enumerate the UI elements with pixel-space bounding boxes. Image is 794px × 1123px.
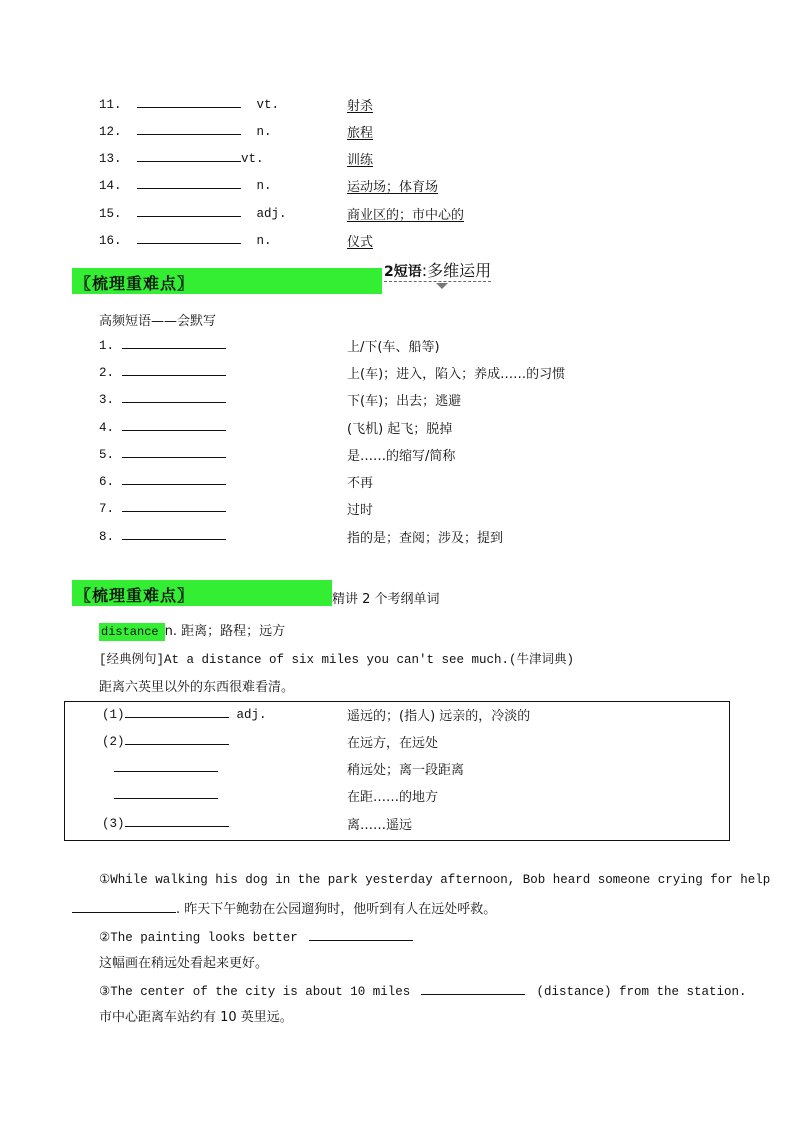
answer-blank[interactable]	[309, 929, 413, 941]
exercise-1-continuation	[72, 898, 496, 917]
phrase-meaning: 下(车)；出去；逃避	[347, 394, 462, 409]
box-meaning: 遥远的；(指人) 远亲的，冷淡的	[347, 709, 531, 724]
answer-blank[interactable]	[137, 232, 241, 244]
vocab-number: 12.	[99, 125, 122, 139]
banner-title: 〖梳理重难点〗	[75, 274, 195, 293]
answer-blank[interactable]	[114, 760, 218, 772]
vocab-meaning: 训练	[347, 153, 374, 168]
section-number: 2	[384, 264, 394, 280]
answer-blank[interactable]	[114, 787, 218, 799]
example-sentence: [经典例句]At a distance of six miles you can't see much.(牛津词典)	[99, 653, 575, 667]
answer-blank[interactable]	[122, 528, 226, 540]
vocab-row	[99, 96, 279, 112]
answer-blank[interactable]	[137, 177, 241, 189]
part-of-speech: adj.	[256, 207, 287, 221]
vocab-row	[99, 150, 264, 166]
phrase-meaning: (飞机) 起飞；脱掉	[347, 422, 453, 437]
phrase-number: 2.	[99, 366, 115, 380]
part-of-speech: n.	[256, 234, 272, 248]
box-label: (2)	[102, 735, 125, 749]
phrase-row	[99, 500, 226, 516]
phrase-row	[99, 528, 226, 544]
phrase-meaning: 上(车)；进入，陷入；养成……的习惯	[347, 367, 566, 382]
box-meaning: 在远方，在远处	[347, 736, 439, 751]
phrase-meaning: 过时	[347, 503, 374, 518]
vocab-row	[99, 205, 287, 221]
phrase-number: 7.	[99, 502, 115, 516]
vocab-row	[99, 232, 272, 248]
box-meaning: 稍远处；离一段距离	[347, 763, 465, 778]
answer-blank[interactable]	[137, 205, 241, 217]
phrase-row	[99, 446, 226, 462]
box-row	[102, 733, 229, 749]
phrase-row	[99, 391, 226, 407]
part-of-speech: n.	[256, 125, 272, 139]
answer-blank[interactable]	[122, 391, 226, 403]
phrase-meaning: 是……的缩写/简称	[347, 449, 456, 464]
part-of-speech: vt.	[241, 152, 264, 166]
exercise-3-translation: 市中心距离车站约有 10 英里远。	[99, 1010, 293, 1025]
phrase-number: 5.	[99, 448, 115, 462]
exercise-2-translation: 这幅画在稍远处看起来更好。	[99, 956, 269, 971]
answer-blank[interactable]	[137, 123, 241, 135]
box-label: (3)	[102, 817, 125, 831]
vocab-meaning: 商业区的；市中心的	[347, 208, 465, 223]
banner-title: 〖梳理重难点〗	[75, 586, 195, 605]
answer-blank[interactable]	[125, 733, 229, 745]
answer-blank[interactable]	[137, 150, 241, 162]
vocab-row	[99, 123, 272, 139]
headword: distance	[99, 623, 165, 641]
exercise-2-sentence: ②The painting looks better	[99, 931, 298, 945]
answer-blank[interactable]	[137, 96, 241, 108]
phrase-row	[99, 364, 226, 380]
exercise-3-sentence-end: (distance) from the station.	[536, 985, 747, 999]
part-of-speech: adj.	[236, 708, 267, 722]
vocab-meaning: 射杀	[347, 99, 374, 114]
box-meaning: 在距……的地方	[347, 790, 439, 805]
phrase-number: 8.	[99, 530, 115, 544]
vocab-number: 13.	[99, 152, 122, 166]
vocab-number: 16.	[99, 234, 122, 248]
answer-blank[interactable]	[122, 446, 226, 458]
answer-blank[interactable]	[125, 706, 229, 718]
word-entry	[99, 620, 285, 641]
phrase-meaning: 上/下(车、船等)	[347, 340, 440, 355]
box-row	[114, 760, 218, 776]
exercise-3-sentence: ③The center of the city is about 10 miles	[99, 985, 411, 999]
section-banner	[72, 580, 332, 606]
section-label: 短语	[393, 264, 422, 280]
answer-blank[interactable]	[421, 983, 525, 995]
section-subtitle: 精讲 2 个考纲单词	[332, 592, 440, 607]
phrase-number: 1.	[99, 339, 115, 353]
phrase-number: 4.	[99, 421, 115, 435]
answer-blank[interactable]	[122, 500, 226, 512]
exercise-3	[99, 980, 747, 999]
answer-blank[interactable]	[122, 364, 226, 376]
vocab-meaning: 仪式	[347, 235, 374, 250]
box-row	[102, 706, 267, 722]
exercise-1-translation: . 昨天下午鲍勃在公园遛狗时，他听到有人在远处呼救。	[176, 902, 497, 917]
vocab-number: 15.	[99, 207, 122, 221]
answer-blank[interactable]	[122, 473, 226, 485]
phrase-row	[99, 419, 226, 435]
phrase-row	[99, 337, 226, 353]
vocab-row	[99, 177, 272, 193]
vocab-meaning: 旅程	[347, 126, 374, 141]
answer-blank[interactable]	[122, 419, 226, 431]
triangle-marker-icon	[436, 283, 448, 289]
answer-blank[interactable]	[72, 901, 176, 913]
box-row	[114, 787, 218, 803]
phrase-section-heading	[384, 258, 491, 281]
example-translation: 距离六英里以外的东西很难看清。	[99, 680, 295, 695]
answer-blank[interactable]	[122, 337, 226, 349]
section-subtitle: :多维运用	[421, 261, 492, 280]
box-label: (1)	[102, 708, 125, 722]
answer-blank[interactable]	[125, 815, 229, 827]
exercise-1-sentence: ①While walking his dog in the park yesterday afternoon, Bob heard someone crying for help	[99, 873, 771, 887]
vocab-number: 11.	[99, 98, 122, 112]
phrase-row	[99, 473, 226, 489]
part-of-speech: vt.	[256, 98, 280, 112]
section-banner	[72, 268, 382, 294]
box-row	[102, 815, 229, 831]
word-definition: n. 距离；路程；远方	[164, 624, 286, 639]
phrase-number: 6.	[99, 475, 115, 489]
phrases-intro: 高频短语——会默写	[99, 314, 217, 329]
exercise-2	[99, 926, 413, 945]
phrase-meaning: 不再	[347, 476, 374, 491]
part-of-speech: n.	[256, 179, 272, 193]
vocab-meaning: 运动场；体育场	[347, 180, 439, 195]
vocab-number: 14.	[99, 179, 122, 193]
box-meaning: 离……遥远	[347, 818, 413, 833]
phrase-number: 3.	[99, 393, 115, 407]
phrase-meaning: 指的是；查阅；涉及；提到	[347, 531, 504, 546]
